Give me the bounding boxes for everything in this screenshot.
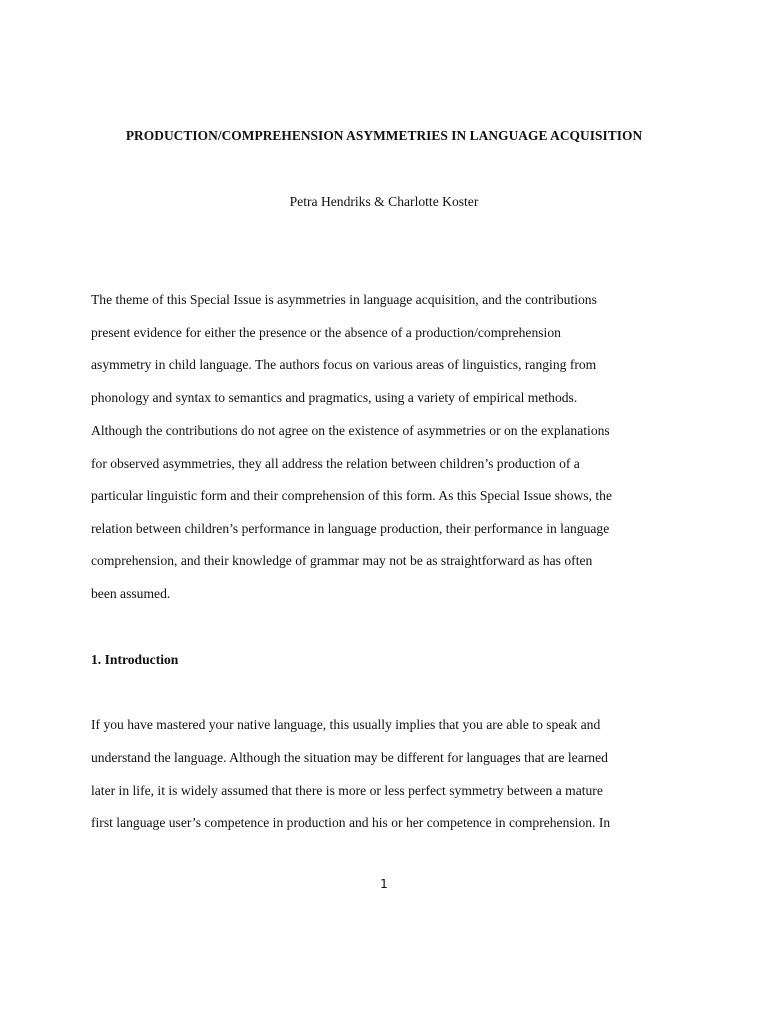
abstract-line: particular linguistic form and their comprehension of this form. As this Special Issue shows, the [91,488,612,503]
section-heading: 1. Introduction [91,652,179,667]
author-line: Petra Hendriks & Charlotte Koster [289,194,479,209]
paper-title: PRODUCTION/COMPREHENSION ASYMMETRIES IN LANGUAGE ACQUISITION [125,128,643,143]
intro-line: later in life, it is widely assumed that there is more or less perfect symmetry between a mature [91,783,603,798]
abstract-line: phonology and syntax to semantics and pragmatics, using a variety of empirical methods. [91,390,578,405]
intro-line: understand the language. Although the situation may be different for languages that are learned [91,750,608,765]
intro-line: first language user’s competence in production and his or her competence in comprehension. In [91,815,611,830]
page-number: 1 [380,877,388,891]
abstract-line: been assumed. [91,586,171,601]
abstract-line: comprehension, and their knowledge of grammar may not be as straightforward as has often [91,553,593,568]
abstract-line: asymmetry in child language. The authors focus on various areas of linguistics, ranging from [91,357,597,372]
abstract-line: Although the contributions do not agree on the existence of asymmetries or on the explanations [91,423,610,438]
abstract-line: The theme of this Special Issue is asymmetries in language acquisition, and the contributions [91,292,597,307]
abstract-line: relation between children’s performance in language production, their performance in language [91,521,610,536]
abstract-line: for observed asymmetries, they all address the relation between children’s production of a [91,456,580,471]
intro-line: If you have mastered your native language, this usually implies that you are able to speak and [91,717,601,732]
abstract-line: present evidence for either the presence or the absence of a production/comprehension [91,325,561,340]
